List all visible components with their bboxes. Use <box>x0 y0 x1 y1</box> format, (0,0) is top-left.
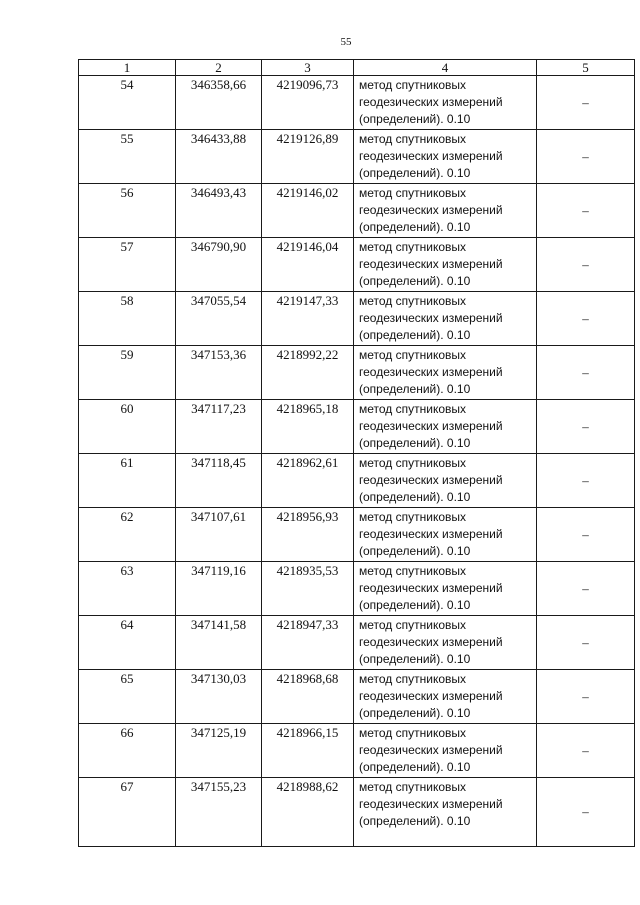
method-description-cell <box>354 400 537 454</box>
point-number-cell: 66 <box>79 724 176 778</box>
method-description-cell <box>354 670 537 724</box>
method-description-cell <box>354 778 537 847</box>
column-5-cell: – <box>537 400 635 454</box>
method-description-line: геодезических измерений <box>359 95 503 109</box>
method-description-line: метод спутниковых <box>359 456 467 470</box>
method-description-cell <box>354 76 537 130</box>
point-number-cell: 67 <box>79 778 176 847</box>
column-5-cell: – <box>537 184 635 238</box>
method-description-line: геодезических измерений <box>359 581 503 595</box>
point-number-cell: 54 <box>79 76 176 130</box>
method-description-cell <box>354 508 537 562</box>
x-coordinate-cell: 347107,61 <box>176 508 262 562</box>
table-row <box>79 562 635 616</box>
method-description-line: метод спутниковых <box>359 132 467 146</box>
method-description-line: (определений). 0.10 <box>359 814 471 828</box>
method-description-line: (определений). 0.10 <box>359 382 471 396</box>
y-coordinate-cell: 4218947,33 <box>262 616 354 670</box>
point-number-cell: 61 <box>79 454 176 508</box>
point-number-cell: 57 <box>79 238 176 292</box>
y-coordinate-cell: 4219146,02 <box>262 184 354 238</box>
point-number-cell: 63 <box>79 562 176 616</box>
column-header-4: 4 <box>354 60 537 76</box>
table-row <box>79 76 635 130</box>
point-number-cell: 58 <box>79 292 176 346</box>
page-number: 55 <box>340 36 352 48</box>
column-5-cell: – <box>537 130 635 184</box>
column-5-cell: – <box>537 724 635 778</box>
x-coordinate-cell: 347118,45 <box>176 454 262 508</box>
x-coordinate-cell: 346433,88 <box>176 130 262 184</box>
column-header-3: 3 <box>262 60 354 76</box>
table-row <box>79 184 635 238</box>
x-coordinate-cell: 346358,66 <box>176 76 262 130</box>
y-coordinate-cell: 4218935,53 <box>262 562 354 616</box>
point-number-cell: 60 <box>79 400 176 454</box>
method-description-line: метод спутниковых <box>359 726 467 740</box>
y-coordinate-cell: 4219096,73 <box>262 76 354 130</box>
method-description-line: геодезических измерений <box>359 365 503 379</box>
x-coordinate-cell: 346493,43 <box>176 184 262 238</box>
table-row <box>79 238 635 292</box>
y-coordinate-cell: 4219126,89 <box>262 130 354 184</box>
method-description-line: геодезических измерений <box>359 419 503 433</box>
y-coordinate-cell: 4218966,15 <box>262 724 354 778</box>
method-description-line: метод спутниковых <box>359 510 467 524</box>
x-coordinate-cell: 347117,23 <box>176 400 262 454</box>
column-header-1: 1 <box>79 60 176 76</box>
method-description-line: метод спутниковых <box>359 672 467 686</box>
method-description-line: геодезических измерений <box>359 635 503 649</box>
table-row <box>79 400 635 454</box>
method-description-cell <box>354 616 537 670</box>
table-row <box>79 292 635 346</box>
method-description-line: (определений). 0.10 <box>359 436 471 450</box>
y-coordinate-cell: 4218965,18 <box>262 400 354 454</box>
coordinates-table <box>78 59 635 847</box>
x-coordinate-cell: 347155,23 <box>176 778 262 847</box>
point-number-cell: 64 <box>79 616 176 670</box>
method-description-line: метод спутниковых <box>359 618 467 632</box>
method-description-line: (определений). 0.10 <box>359 490 471 504</box>
point-number-cell: 56 <box>79 184 176 238</box>
method-description-line: (определений). 0.10 <box>359 166 471 180</box>
table-row <box>79 670 635 724</box>
method-description-line: метод спутниковых <box>359 186 467 200</box>
column-5-cell: – <box>537 562 635 616</box>
method-description-line: метод спутниковых <box>359 402 467 416</box>
method-description-line: метод спутниковых <box>359 564 467 578</box>
method-description-cell <box>354 346 537 400</box>
y-coordinate-cell: 4218962,61 <box>262 454 354 508</box>
x-coordinate-cell: 347153,36 <box>176 346 262 400</box>
column-5-cell: – <box>537 76 635 130</box>
method-description-line: метод спутниковых <box>359 348 467 362</box>
point-number-cell: 55 <box>79 130 176 184</box>
method-description-line: геодезических измерений <box>359 203 503 217</box>
method-description-line: (определений). 0.10 <box>359 706 471 720</box>
column-5-cell: – <box>537 778 635 847</box>
column-5-cell: – <box>537 292 635 346</box>
method-description-line: (определений). 0.10 <box>359 544 471 558</box>
method-description-cell <box>354 454 537 508</box>
method-description-line: метод спутниковых <box>359 780 467 794</box>
x-coordinate-cell: 347141,58 <box>176 616 262 670</box>
x-coordinate-cell: 347119,16 <box>176 562 262 616</box>
method-description-cell <box>354 184 537 238</box>
x-coordinate-cell: 347055,54 <box>176 292 262 346</box>
point-number-cell: 65 <box>79 670 176 724</box>
x-coordinate-cell: 346790,90 <box>176 238 262 292</box>
method-description-line: геодезических измерений <box>359 257 503 271</box>
table-row <box>79 454 635 508</box>
method-description-line: метод спутниковых <box>359 240 467 254</box>
method-description-cell <box>354 562 537 616</box>
method-description-line: метод спутниковых <box>359 78 467 92</box>
method-description-cell <box>354 238 537 292</box>
method-description-line: (определений). 0.10 <box>359 112 471 126</box>
method-description-cell <box>354 292 537 346</box>
table-row <box>79 778 635 847</box>
method-description-line: геодезических измерений <box>359 149 503 163</box>
method-description-line: геодезических измерений <box>359 473 503 487</box>
column-header-2: 2 <box>176 60 262 76</box>
column-5-cell: – <box>537 670 635 724</box>
method-description-line: геодезических измерений <box>359 527 503 541</box>
point-number-cell: 62 <box>79 508 176 562</box>
method-description-cell <box>354 130 537 184</box>
y-coordinate-cell: 4218956,93 <box>262 508 354 562</box>
method-description-line: геодезических измерений <box>359 797 503 811</box>
column-5-cell: – <box>537 508 635 562</box>
y-coordinate-cell: 4219147,33 <box>262 292 354 346</box>
method-description-line: геодезических измерений <box>359 311 503 325</box>
point-number-cell: 59 <box>79 346 176 400</box>
method-description-line: (определений). 0.10 <box>359 328 471 342</box>
y-coordinate-cell: 4218992,22 <box>262 346 354 400</box>
table-row <box>79 724 635 778</box>
y-coordinate-cell: 4218988,62 <box>262 778 354 847</box>
method-description-cell <box>354 724 537 778</box>
method-description-line: (определений). 0.10 <box>359 760 471 774</box>
method-description-line: (определений). 0.10 <box>359 274 471 288</box>
method-description-line: (определений). 0.10 <box>359 220 471 234</box>
column-5-cell: – <box>537 616 635 670</box>
column-5-cell: – <box>537 238 635 292</box>
table-header-row <box>79 60 635 76</box>
method-description-line: (определений). 0.10 <box>359 652 471 666</box>
column-5-cell: – <box>537 346 635 400</box>
method-description-line: геодезических измерений <box>359 689 503 703</box>
x-coordinate-cell: 347130,03 <box>176 670 262 724</box>
method-description-line: метод спутниковых <box>359 294 467 308</box>
table-row <box>79 346 635 400</box>
column-header-5: 5 <box>537 60 635 76</box>
y-coordinate-cell: 4219146,04 <box>262 238 354 292</box>
table-row <box>79 508 635 562</box>
method-description-line: геодезических измерений <box>359 743 503 757</box>
table-row <box>79 130 635 184</box>
column-5-cell: – <box>537 454 635 508</box>
x-coordinate-cell: 347125,19 <box>176 724 262 778</box>
table-row <box>79 616 635 670</box>
method-description-line: (определений). 0.10 <box>359 598 471 612</box>
y-coordinate-cell: 4218968,68 <box>262 670 354 724</box>
